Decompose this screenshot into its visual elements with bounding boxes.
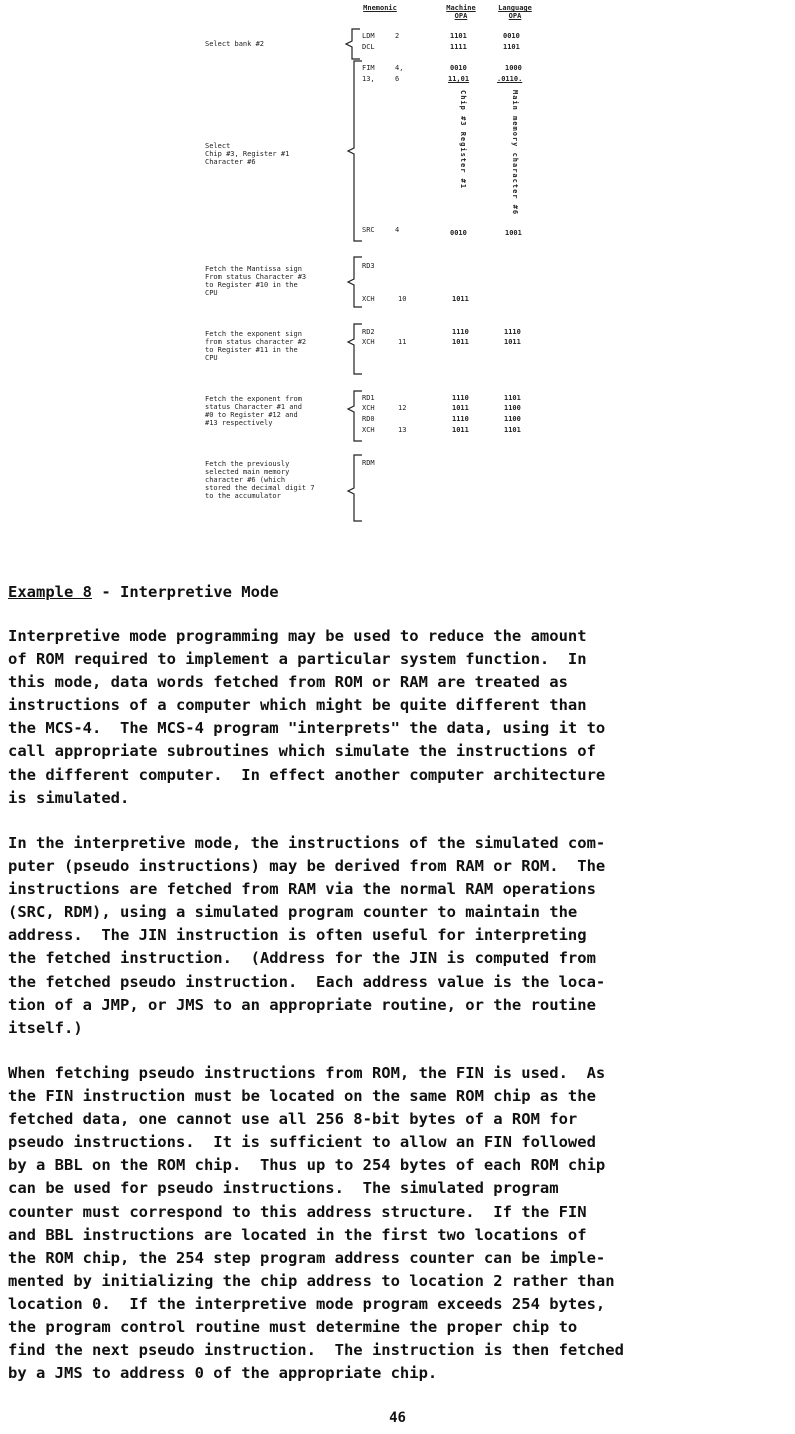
row-mnemonic: XCH (362, 295, 375, 303)
instruction-table (0, 0, 795, 540)
row-number: 12 (398, 404, 407, 412)
group-description: Fetch the Mantissa sign From status Character #3 to Register #10 in the CPU (205, 265, 307, 297)
row-machine: 1111 (450, 43, 467, 51)
paragraph-1: Interpretive mode programming may be used to reduce the amount of ROM required to implement a particular system function. In this mode, data words fetched from ROM or RAM are treated as instructions of a computer which might be quite different than the MCS-4. The MCS-4 program "interprets" the data, using it to call appropriate subroutines which simulate the instructions of the different computer. In effect another computer architecture is simulated. (8, 627, 606, 807)
header-language-line2: OPA (508, 12, 522, 20)
paragraph-3: When fetching pseudo instructions from ROM, the FIN is used. As the FIN instruction must be located on the same ROM chip as the fetched data, one cannot use all 256 8-bit bytes of a ROM for pseudo instructions. It is sufficient to allow an FIN followed by a BBL on the ROM chip. Thus up to 254 bytes of each ROM chip can be used for pseudo instructions. The simulated program counter must correspond to this address structure. If the FIN and BBL instructions are located in the first two locations of the ROM chip, the 254 step program address counter can be imple- mented by initializing the chip address to location 2 rather than location 0. If the interpretive mode program exceeds 254 bytes, the program control routine must determine the proper chip to find the next pseudo instruction. The instruction is then fetched by a JMS to address 0 of the appropriate chip. (8, 1064, 624, 1383)
header-language-line1: Language (498, 4, 532, 12)
row-mnemonic: 13, (362, 75, 375, 83)
row-machine: 0010 (450, 64, 467, 72)
row-mnemonic: DCL (362, 43, 375, 51)
row-machine: 1011 (452, 426, 469, 434)
row-machine: 1011 (452, 338, 469, 346)
row-machine: 1011 (452, 404, 469, 412)
row-language: 1101 (504, 426, 521, 434)
group-description: Select Chip #3, Register #1 Character #6 (205, 142, 290, 166)
row-machine: 1110 (452, 415, 469, 423)
row-number: 11 (398, 338, 407, 346)
row-mnemonic: RD2 (362, 328, 375, 336)
row-language: 1101 (504, 394, 521, 402)
header-machine-line1: Machine (446, 4, 476, 12)
header-machine-line2: OPA (454, 12, 468, 20)
group-description: Fetch the exponent sign from status character #2 to Register #11 in the CPU (205, 330, 307, 362)
row-mnemonic: RD1 (362, 394, 375, 402)
group-bracket (340, 28, 362, 60)
row-machine: 1101 (450, 32, 467, 40)
row-mnemonic: XCH (362, 404, 375, 412)
row-language: 1001 (505, 229, 522, 237)
example-heading (8, 581, 279, 604)
vertical-note-language: Main memory character #6 (511, 90, 519, 216)
row-language: 1110 (504, 328, 521, 336)
example-title: - Interpretive Mode (92, 583, 279, 601)
row-machine: 1011 (452, 295, 469, 303)
group-bracket (342, 60, 364, 242)
row-language: .0110. (497, 75, 523, 83)
row-machine: 0010 (450, 229, 467, 237)
row-number: 2 (395, 32, 400, 40)
group-bracket (342, 256, 364, 308)
row-machine: 1110 (452, 328, 469, 336)
row-mnemonic: SRC (362, 226, 375, 234)
group-bracket (342, 390, 364, 442)
group-bracket (342, 323, 364, 375)
row-machine: 1110 (452, 394, 469, 402)
row-language: 0010 (503, 32, 520, 40)
header-language (492, 4, 538, 20)
row-number: 10 (398, 295, 407, 303)
group-bracket (342, 454, 364, 522)
row-language: 1000 (505, 64, 522, 72)
page-number: 46 (389, 1410, 406, 1426)
row-number: 4 (395, 226, 400, 234)
row-mnemonic: XCH (362, 426, 375, 434)
row-mnemonic: RD0 (362, 415, 375, 423)
row-number: 4, (395, 64, 404, 72)
row-language: 1100 (504, 415, 521, 423)
row-language: 1011 (504, 338, 521, 346)
group-description: Fetch the previously selected main memory character #6 (which stored the decimal digit 7 to the accumulator (205, 460, 315, 500)
row-mnemonic: XCH (362, 338, 375, 346)
row-mnemonic: RDM (362, 459, 375, 467)
row-number: 6 (395, 75, 400, 83)
row-number: 13 (398, 426, 407, 434)
header-machine (440, 4, 482, 20)
row-machine: 11,01 (448, 75, 470, 83)
row-mnemonic: FIM (362, 64, 375, 72)
row-mnemonic: LDM (362, 32, 375, 40)
header-mnemonic: Mnemonic (363, 4, 397, 12)
vertical-note-machine: Chip #3 Register #1 (459, 90, 467, 190)
group-description: Fetch the exponent from status Character #1 and #0 to Register #12 and #13 respectively (205, 395, 302, 427)
paragraph-2: In the interpretive mode, the instructions of the simulated com- puter (pseudo instructions) may be derived from RAM or ROM. The instructions are fetched from RAM via the normal RAM operations (SRC, RDM), using a simulated program counter to maintain the address. The JIN instruction is often useful for interpreting the fetched instruction. (Address for the JIN is computed from the fetched pseudo instruction. Each address value is the loca- tion of a JMP, or JMS to an appropriate routine, or the routine itself.) (8, 834, 606, 1037)
example-label: Example 8 (8, 583, 92, 601)
row-language: 1100 (504, 404, 521, 412)
row-mnemonic: RD3 (362, 262, 375, 270)
row-language: 1101 (503, 43, 520, 51)
group-description: Select bank #2 (205, 40, 265, 48)
